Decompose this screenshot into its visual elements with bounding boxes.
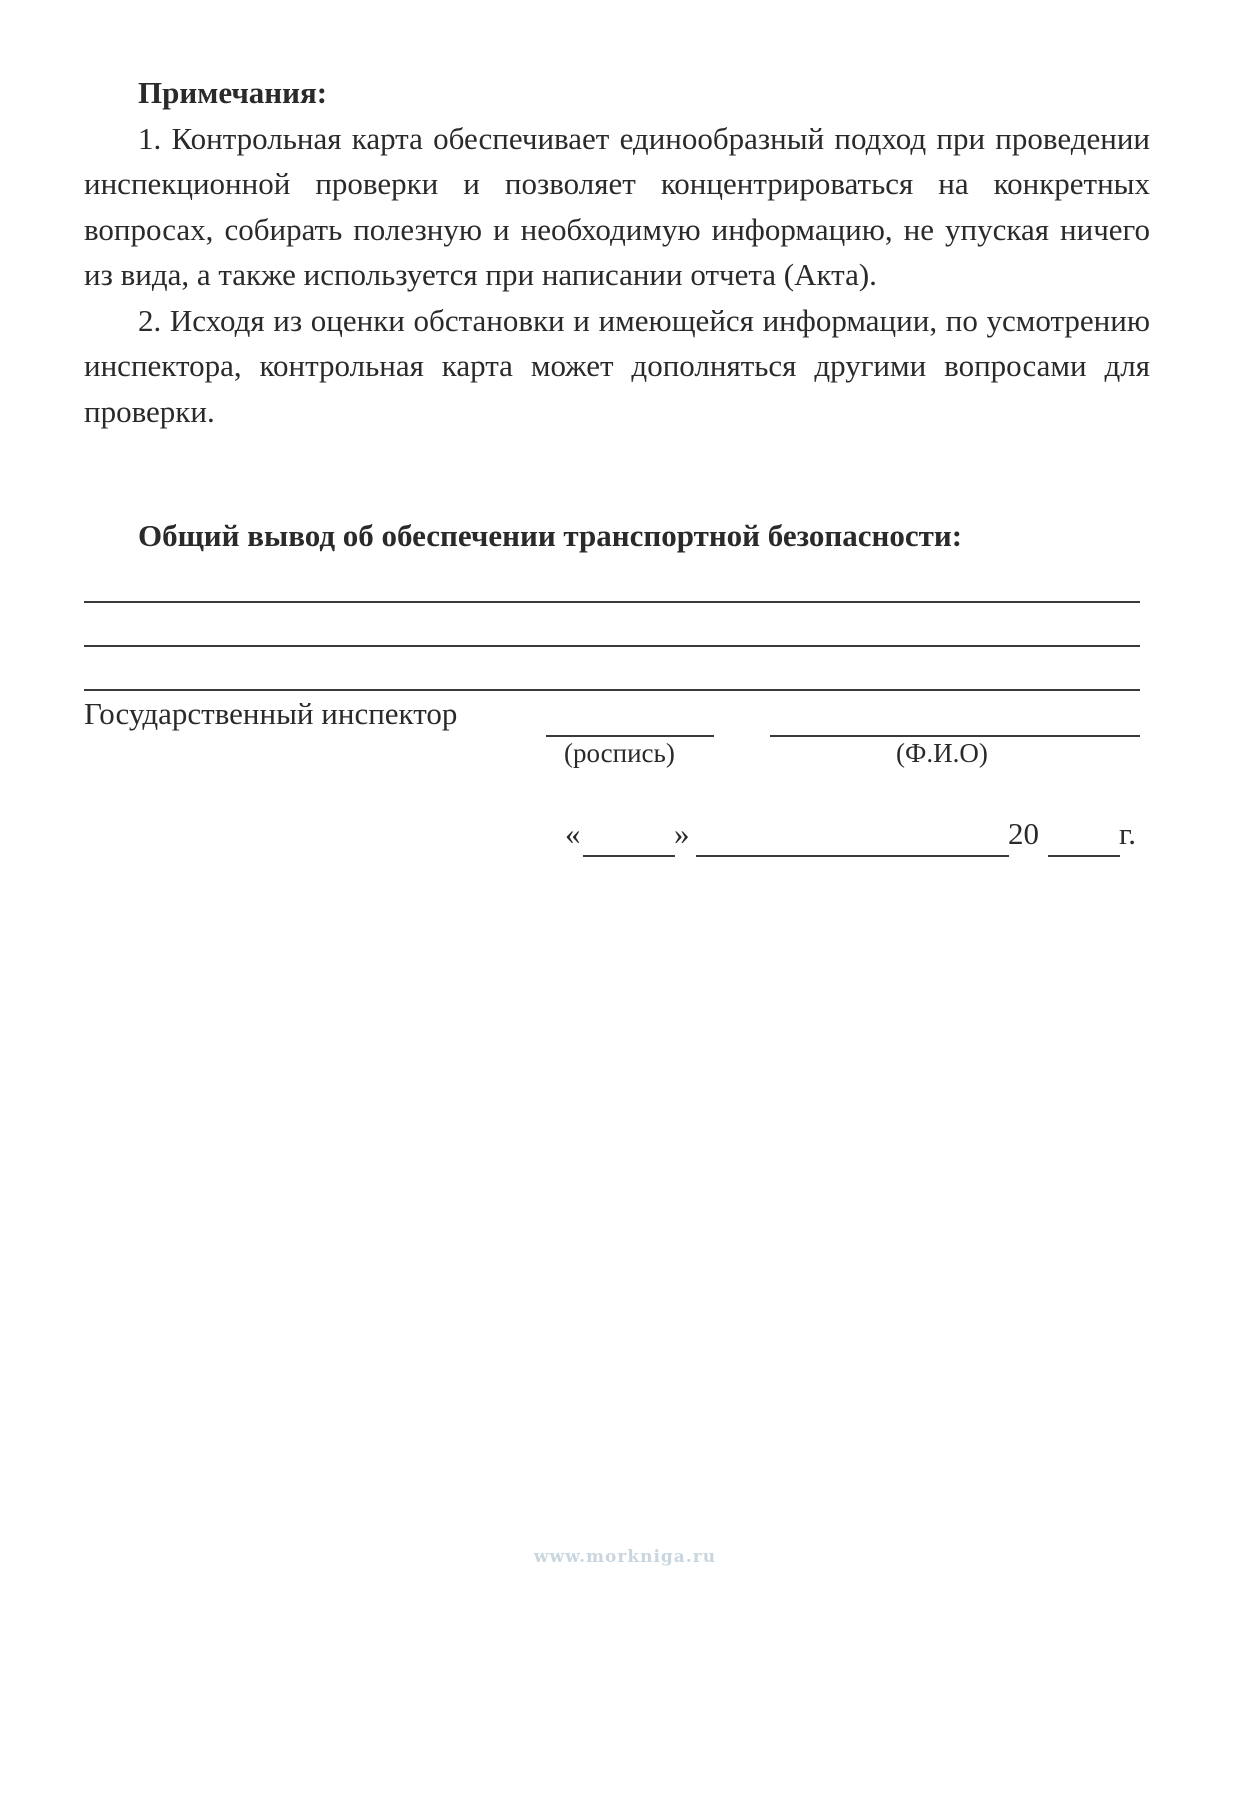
- note-item-1: 1. Контрольная карта обеспечивает единообразный подход при проведении инспекционной проверки и позволяет концентрироваться на конкретных вопросах, собирать полезную и необходимую информацию, не упуская ничего из вида, а также используется при написании отчета (Акта).: [84, 120, 1150, 292]
- conclusion-title: Общий вывод об обеспечении транспортной безопасности:: [138, 518, 963, 553]
- date-day-blank-line: [583, 855, 675, 857]
- signature-caption: (роспись): [564, 738, 675, 768]
- date-year-blank-line: [1048, 855, 1120, 857]
- date-open-quote: «: [565, 816, 581, 851]
- date-year-prefix: 20: [1008, 816, 1039, 851]
- inspector-label: Государственный инспектор: [84, 696, 458, 731]
- conclusion-blank-line-2: [84, 645, 1140, 647]
- date-close-quote: »: [674, 816, 690, 851]
- conclusion-blank-line-3: [84, 689, 1140, 691]
- name-blank-line: [770, 735, 1140, 737]
- notes-section: [84, 70, 1150, 434]
- note-item-2: 2. Исходя из оценки обстановки и имеющейся информации, по усмотрению инспектора, контрольная карта может дополняться другими вопросами для проверки.: [84, 302, 1150, 429]
- date-month-blank-line: [696, 855, 1009, 857]
- signature-blank-line: [546, 735, 714, 737]
- notes-title: Примечания:: [138, 75, 328, 110]
- watermark: www.morkniga.ru: [533, 1547, 717, 1567]
- name-caption: (Ф.И.О): [896, 738, 988, 768]
- date-year-suffix: г.: [1119, 816, 1136, 851]
- conclusion-blank-line-1: [84, 601, 1140, 603]
